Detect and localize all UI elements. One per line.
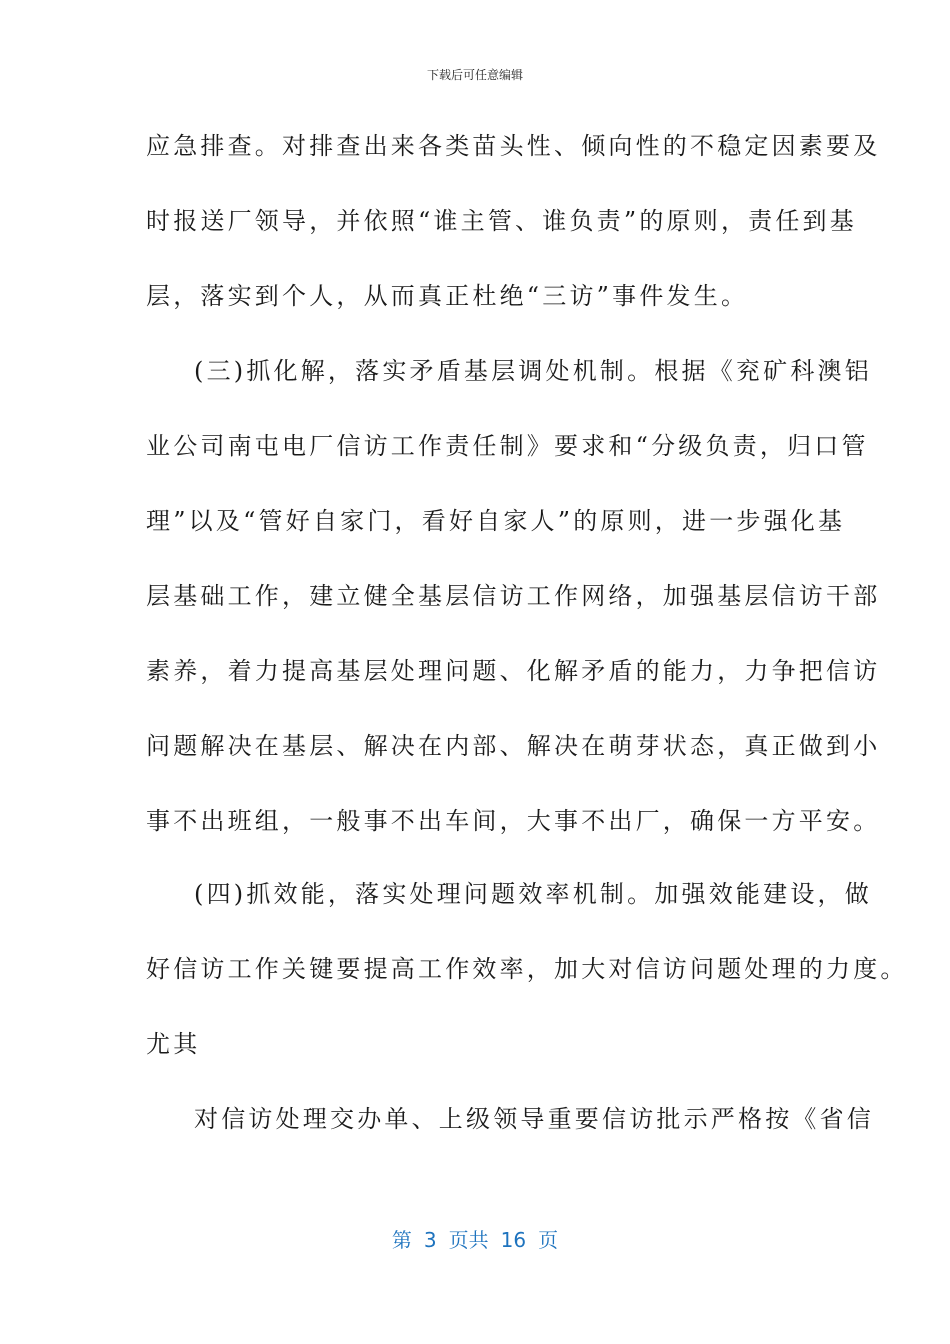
text-line: (四)抓效能，落实处理问题效率机制。加强效能建设，做 <box>194 880 872 908</box>
text-line: 好信访工作关键要提高工作效率，加大对信访问题处理的力度。 <box>146 955 908 983</box>
text-line: 尤其 <box>146 1030 201 1058</box>
text-line: 时报送厂领导，并依照“谁主管、谁负责”的原则，责任到基 <box>146 207 857 235</box>
footer-page-number: 3 <box>423 1228 437 1252</box>
text-line: 业公司南屯电厂信访工作责任制》要求和“分级负责，归口管 <box>146 432 869 460</box>
footer-total-pages: 16 <box>500 1228 527 1252</box>
text-line: (三)抓化解，落实矛盾基层调处机制。根据《兖矿科澳铝 <box>194 357 872 385</box>
page-header-note: 下载后可任意编辑 <box>426 68 523 82</box>
text-line: 层基础工作，建立健全基层信访工作网络，加强基层信访干部 <box>146 582 881 610</box>
text-line: 对信访处理交办单、上级领导重要信访批示严格按《省信 <box>194 1105 874 1133</box>
page-footer <box>0 1224 950 1253</box>
text-line: 问题解决在基层、解决在内部、解决在萌芽状态，真正做到小 <box>146 732 881 760</box>
footer-middle: 页共 <box>448 1228 489 1252</box>
text-line: 素养，着力提高基层处理问题、化解矛盾的能力，力争把信访 <box>146 657 881 685</box>
text-line: 理”以及“管好自家门，看好自家人”的原则，进一步强化基 <box>146 507 846 535</box>
footer-suffix: 页 <box>538 1228 559 1252</box>
footer-prefix: 第 <box>391 1228 412 1252</box>
text-line: 层，落实到个人，从而真正杜绝“三访”事件发生。 <box>146 282 749 310</box>
text-line: 事不出班组，一般事不出车间，大事不出厂，确保一方平安。 <box>146 807 881 835</box>
text-line: 应急排查。对排查出来各类苗头性、倾向性的不稳定因素要及 <box>146 132 881 160</box>
